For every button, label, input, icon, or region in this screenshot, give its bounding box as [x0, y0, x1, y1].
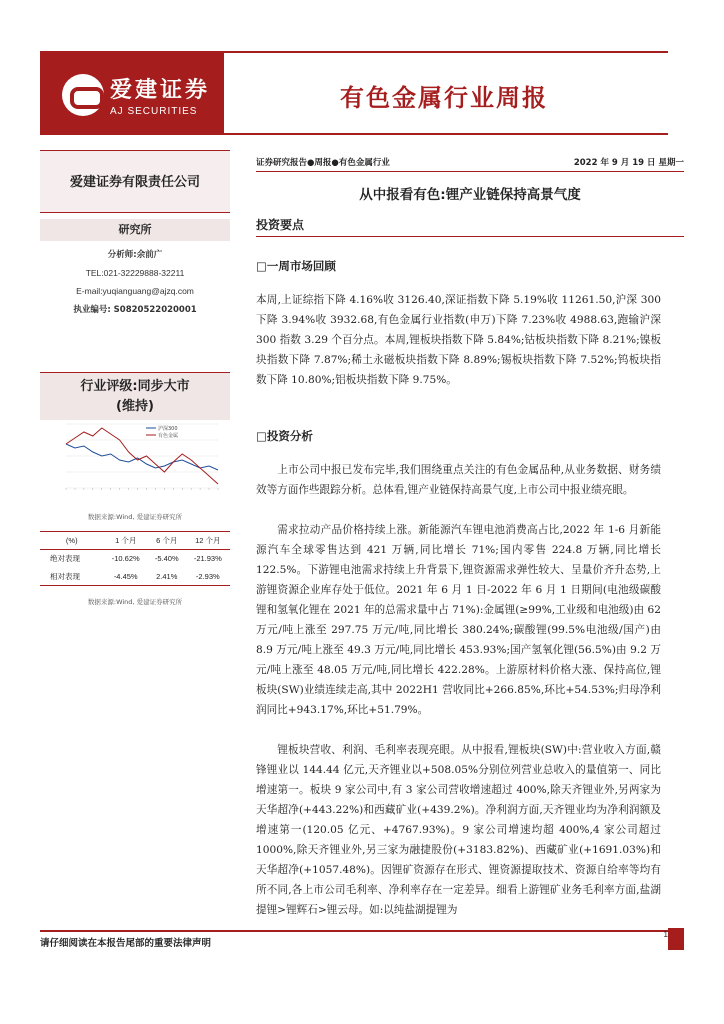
table-cell: -4.45%: [104, 568, 148, 586]
paragraph-intro: 上市公司中报已发布完毕,我们围绕重点关注的有色金属品种,从业务数据、财务绩效等方面作些跟踪分析。总体看,锂产业链保持高景气度,上市公司中报业绩亮眼。: [256, 464, 661, 496]
main-title: 从中报看有色:锂产业链保持高景气度: [359, 187, 581, 203]
logo: [40, 51, 224, 135]
rating-line2: (维持): [116, 399, 154, 414]
report-date: 2022 年 9 月 19 日 星期一: [573, 158, 684, 168]
performance-chart: [46, 418, 226, 510]
logo-en: AJ SECURITIES: [110, 106, 198, 117]
paragraph-market-review: 本周,上证综指下降 4.16%收 3126.40,深证指数下降 5.19%收 11261.50,沪深 300 下降 3.94%收 3932.68,有色金属行业指数(申万)下降 7.23%收 4988.63,跑输沪深 300 指数 3.29 个百分点。本周,锂板块指数下降 5.84%;钴板块指数下降 8.21%;镍板块指数下降 7.87%;稀土永磁板块指数下降 8.89%;锡板块指数下降 7.52%;钨板块指数下降 10.80%;铝板块指数下降 9.75%。: [256, 294, 661, 386]
meta-rule: [256, 171, 684, 172]
row-label: 相对表现: [40, 568, 104, 586]
row-label: 绝对表现: [50, 554, 80, 564]
analyst-email: E-mail:yuqianguang@ajzq.com: [76, 286, 194, 296]
table-cell: -2.93%: [186, 568, 230, 586]
performance-table: [40, 531, 230, 586]
logo-cn: 爱建证券: [110, 78, 211, 103]
table-cell: -21.93%: [193, 554, 222, 564]
page-edge-marker: [668, 928, 684, 950]
heading-investment-analysis: □投资分析: [256, 429, 313, 443]
report-category: 证券研究报告●周报●有色金属行业: [256, 158, 390, 168]
page-number: 1: [663, 930, 668, 939]
paragraph-demand: 需求拉动产品价格持续上涨。新能源汽车锂电池消费高占比,2022 年 1-6 月新能源汽车全球零售达到 421 万辆,同比增长 71%;国内零售 224.8 万辆,同比增长 122.5%。下游锂电池需求持续上升背景下,锂资源需求弹性较大、呈量价齐升态势,上游锂资源企业库存处于低位。2021 年 6 月 1 日-2022 年 6 月 1 日期间(电池级碳酸锂和氢氧化锂在 2021 年的总需求量中占 71%):金属锂(≥99%,工业级和电池级)由 62 万元/吨上涨至 297.75 万元/吨,同比增长 380.24%;碳酸锂(99.5%电池级/国产)由 8.9 万元/吨上涨至 49.3 万元/吨,同比增长 453.93%;国产氢氧化锂(56.5%)由 9.2 万元/吨上涨至 48.05 万元/吨,同比增长 422.28%。上游原材料价格大涨、保持高位,锂板块(SW)业绩连续走高,其中 2022H1 营收同比+266.85%,环比+54.53%;归母净利润同比+943.17%,环比+51.79%。: [256, 524, 661, 716]
analyst-info: [40, 245, 230, 319]
table-header-cell: 6 个月: [148, 532, 186, 550]
analyst-license: 执业编号: S0820522020001: [73, 305, 197, 315]
table-header: [40, 532, 230, 550]
table-cell: 2.41%: [148, 568, 186, 586]
institute-label: 研究所: [40, 219, 230, 241]
legal-disclaimer: 请仔细阅读在本报告尾部的重要法律声明: [40, 938, 212, 949]
title-rule: [224, 133, 668, 135]
table-header-cell: 1 个月: [104, 532, 148, 550]
chart-legend-label: 沪深300: [158, 426, 178, 432]
company-name: 爱建证券有限责任公司: [40, 150, 230, 213]
heading-market-review: □一周市场回顾: [256, 259, 336, 273]
table-cell: -10.62%: [111, 554, 140, 564]
report-type-title: 有色金属行业周报: [340, 84, 548, 112]
analyst-name: 分析师:余前广: [107, 250, 163, 260]
table-row: [40, 568, 230, 586]
chart-source: 数据来源:Wind, 爱建证券研究所: [87, 513, 183, 521]
chart-legend-label: 有色金属: [158, 433, 179, 439]
section-rule: [256, 236, 684, 237]
table-cell: -5.40%: [154, 554, 179, 564]
rating-line1: 行业评级:同步大市: [80, 379, 190, 394]
paragraph-performance: 锂板块营收、利润、毛利率表现亮眼。从中报看,锂板块(SW)中:营业收入方面,赣锋锂业以 144.44 亿元,天齐锂业以+508.05%分别位列营业总收入的量值第一、同比增速第一。板块 9 家公司中,有 3 家公司营收增速超过 400%,除天齐锂业外,另两家为天华超净(+443.22%)和西藏矿业(+439.2%)。净利润方面,天齐锂业均为净利润额及增速第一(120.05 亿元、+4767.93%)。9 家公司增速均超 400%,4 家公司超过 1000%,除天齐锂业外,另三家为融捷股份(+3183.82%)、西藏矿业(+1691.03%)和天华超净(+1057.48%)。因锂矿资源存在形式、锂资源提取技术、资源自给率等均有所不同,各上市公司毛利率、净利率存在一定差异。细看上游锂矿业务毛利率方面,盐湖提锂>锂辉石>锂云母。如:以纯盐湖提锂为: [256, 744, 661, 916]
chart-series-line: [66, 444, 218, 470]
section-label: 投资要点: [256, 218, 305, 232]
industry-rating: [40, 372, 230, 420]
table-header-cell: (%): [40, 532, 104, 550]
analyst-tel: TEL:021-32229888-32211: [85, 268, 185, 278]
table-header-cell: 12 个月: [186, 532, 230, 550]
table-source: 数据来源:Wind, 爱建证券研究所: [87, 598, 183, 606]
logo-mark-icon: [62, 74, 104, 116]
sidebar: [40, 150, 230, 319]
footer-rule: [40, 930, 684, 932]
table-row: [40, 550, 230, 568]
